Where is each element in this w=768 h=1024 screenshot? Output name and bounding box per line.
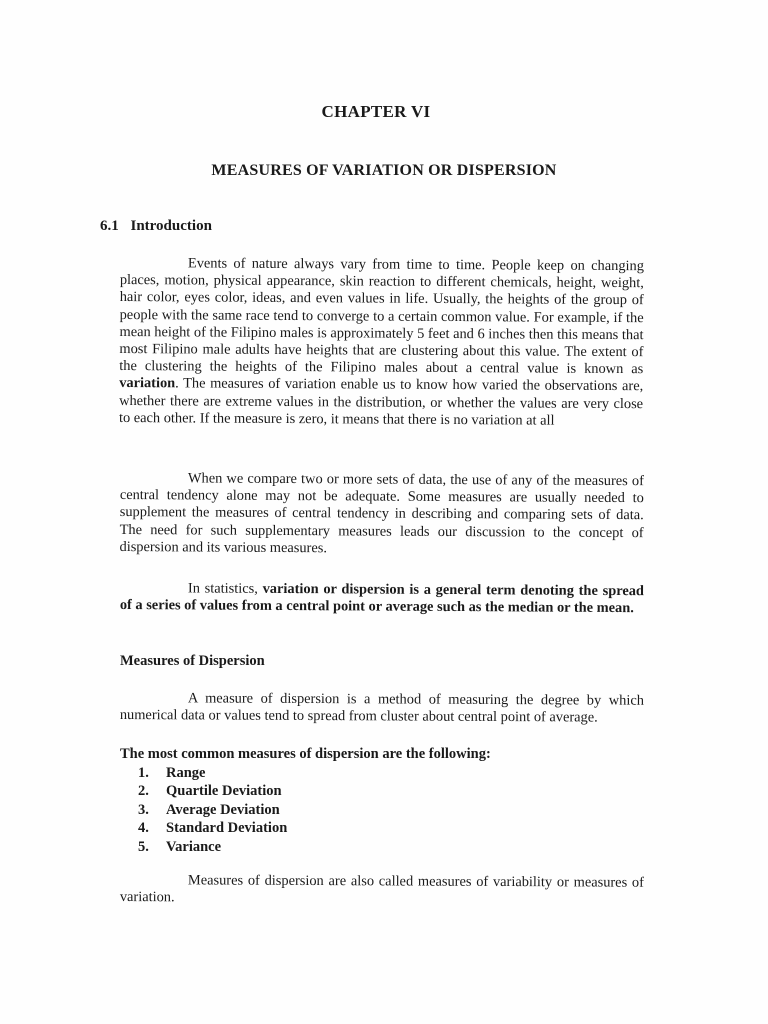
list-item-label: Variance — [166, 838, 222, 855]
list-item-label: Standard Deviation — [166, 820, 288, 837]
subheading-measures: Measures of Dispersion — [120, 653, 265, 669]
list-item: 4. Standard Deviation — [138, 820, 288, 837]
list-item: 3. Average Deviation — [138, 801, 280, 818]
list-item: 5. Variance — [138, 838, 222, 855]
paragraph-text: . The measures of variation enable us to know how varied the observations are, whether there are extreme values in the distribution, or whether the values are very close to each other. If the measure is zero, it means that there is no variation at all — [118, 375, 644, 429]
definition-text: variation or dispersion is a general term denoting the spread of a series of values from a central point or average such as the median or the mean. — [119, 580, 644, 617]
paragraph-definition — [120, 580, 644, 618]
list-intro: The most common measures of dispersion are the following: — [120, 746, 491, 762]
paragraph-text: When we compare two or more sets of data, the use of any of the measures of central tendency alone may not be adequate. Some measures are usually needed to supplement the measures of central tendency in describing and comparing sets of data. The need for such supplementary measures leads our discussion to the concept of dispersion and its various measures. — [119, 470, 644, 557]
paragraph-also-called — [120, 872, 644, 909]
paragraph-measure-definition — [120, 690, 644, 727]
list-item-label: Range — [166, 765, 206, 781]
paragraph-central-tendency — [119, 470, 644, 559]
paragraph-text: Measures of dispersion are also called measures of variability or measures of variation. — [119, 872, 644, 906]
section-title: Introduction — [130, 218, 212, 234]
section-number: 6.1 — [100, 218, 119, 234]
paragraph-introduction — [119, 255, 644, 430]
list-item-label: Average Deviation — [166, 801, 280, 818]
chapter-title: MEASURES OF VARIATION OR DISPERSION — [211, 162, 557, 179]
list-item: 2. Quartile Deviation — [138, 783, 282, 800]
list-item-label: Quartile Deviation — [166, 783, 282, 800]
paragraph-text: A measure of dispersion is a method of measuring the degree by which numerical data or values tend to spread from cluster about central point of average. — [119, 690, 644, 726]
list-item: 1. Range — [138, 765, 206, 781]
measures-list — [138, 764, 287, 856]
paragraph-text: In statistics, — [187, 580, 263, 597]
paragraph-text: Events of nature always vary from time to time. People keep on changing places, motion, physical appearance, skin reaction to different chemicals, height, weight, hair color, eyes color, ideas, and even values in life. Usually, the heights of the group of people with the same race tend to converge to a certain common value. For example, if the mean height of the Filipino males is approximately 5 feet and 6 inches then this means that most Filipino male adults have heights that are clustering about this value. The extent of the clustering the heights of the Filipino males about a central value is known as — [119, 255, 644, 378]
section-heading — [100, 218, 212, 235]
chapter-heading: CHAPTER VI — [321, 102, 431, 121]
emphasis-text: variation — [119, 375, 176, 392]
